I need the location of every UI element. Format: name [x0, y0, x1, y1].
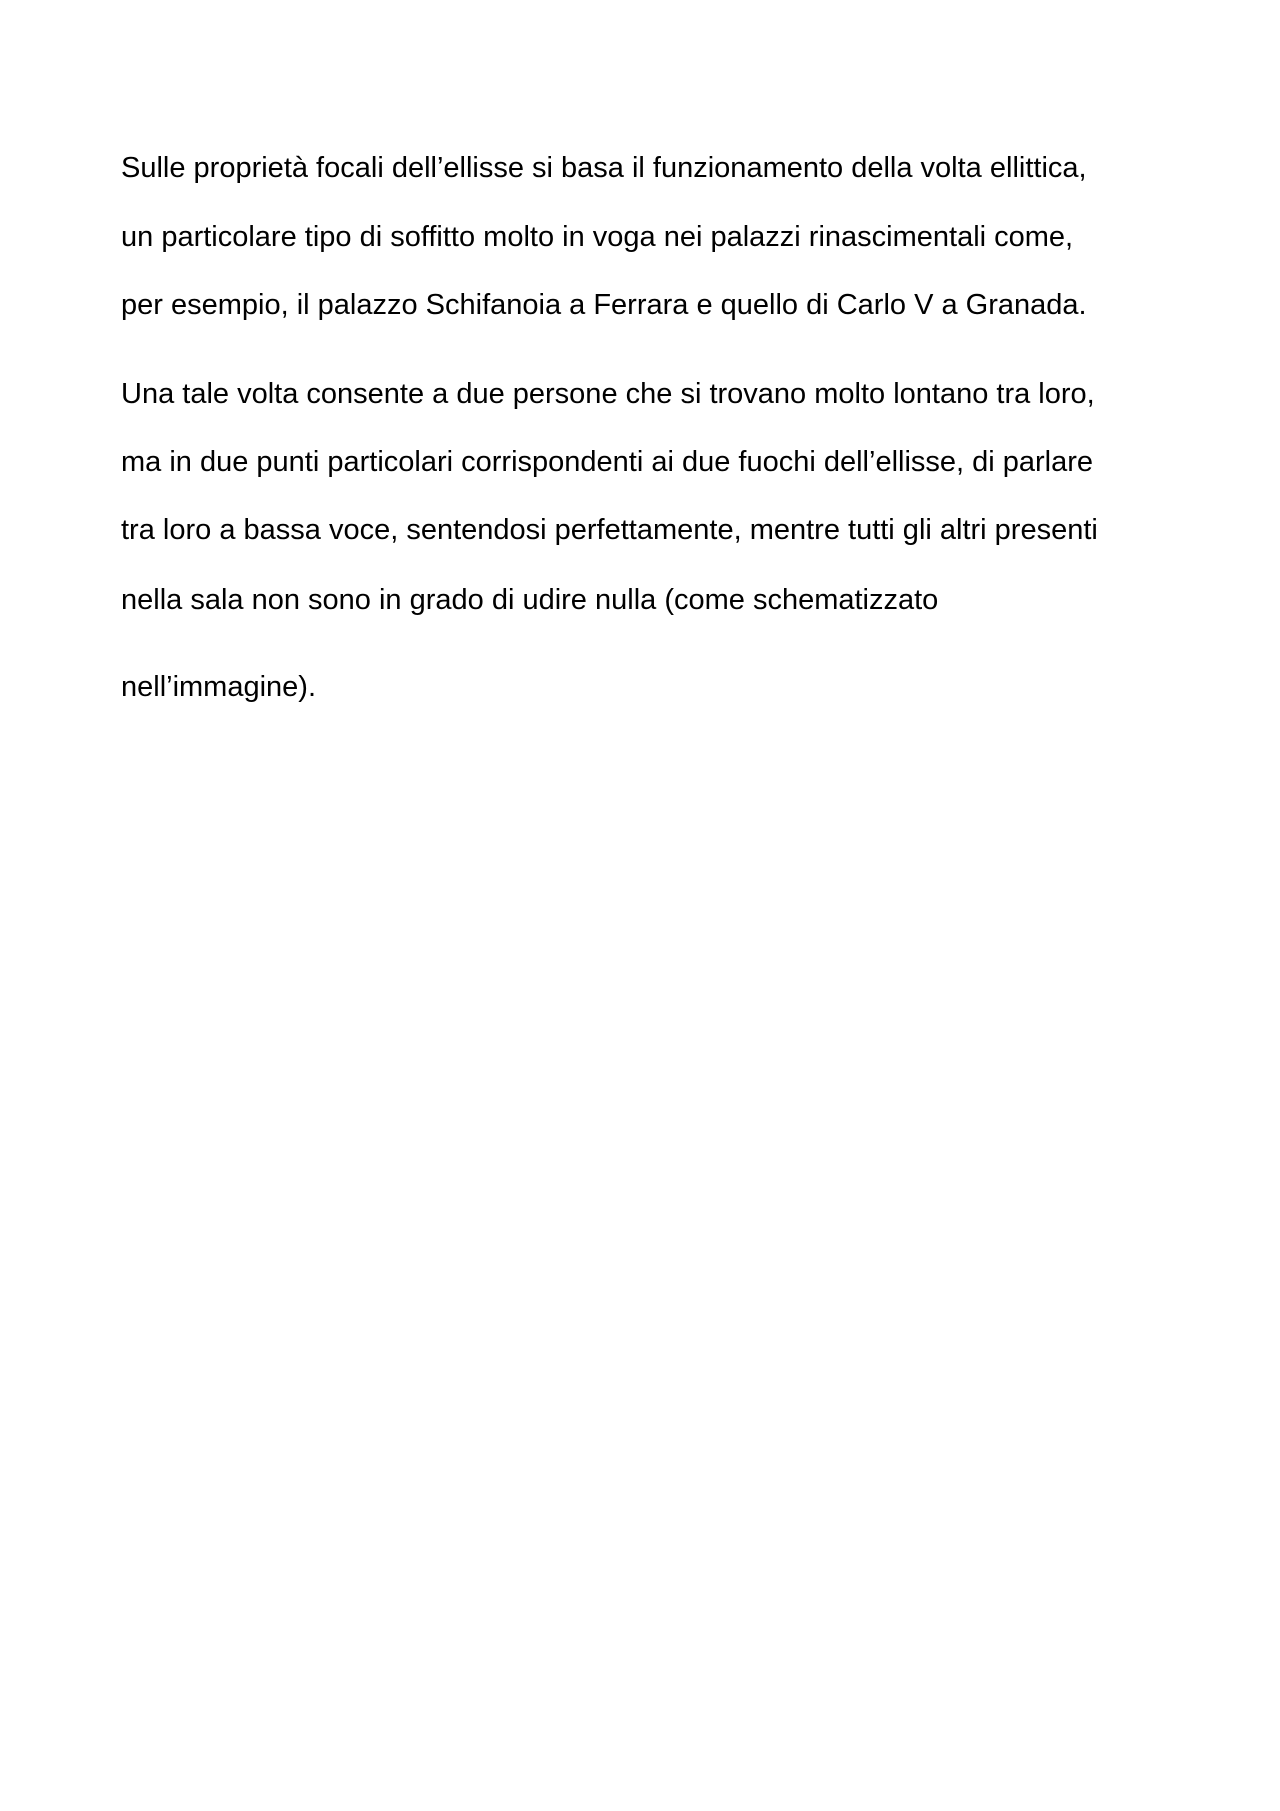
text-line: nella sala non sono in grado di udire nulla (come schematizzato	[121, 584, 939, 616]
text-line: Sulle proprietà focali dell’ellisse si basa il funzionamento della volta ellittica,	[121, 152, 1087, 184]
text-line: ma in due punti particolari corrispondenti ai due fuochi dell’ellisse, di parlare	[121, 446, 1094, 478]
text-line: Una tale volta consente a due persone che si trovano molto lontano tra loro,	[121, 378, 1095, 410]
text-line: tra loro a bassa voce, sentendosi perfettamente, mentre tutti gli altri presenti	[121, 514, 1098, 546]
text-line: nell’immagine).	[121, 671, 317, 703]
text-line: per esempio, il palazzo Schifanoia a Ferrara e quello di Carlo V a Granada.	[121, 289, 1087, 321]
text-line: un particolare tipo di soffitto molto in voga nei palazzi rinascimentali come,	[121, 221, 1074, 253]
